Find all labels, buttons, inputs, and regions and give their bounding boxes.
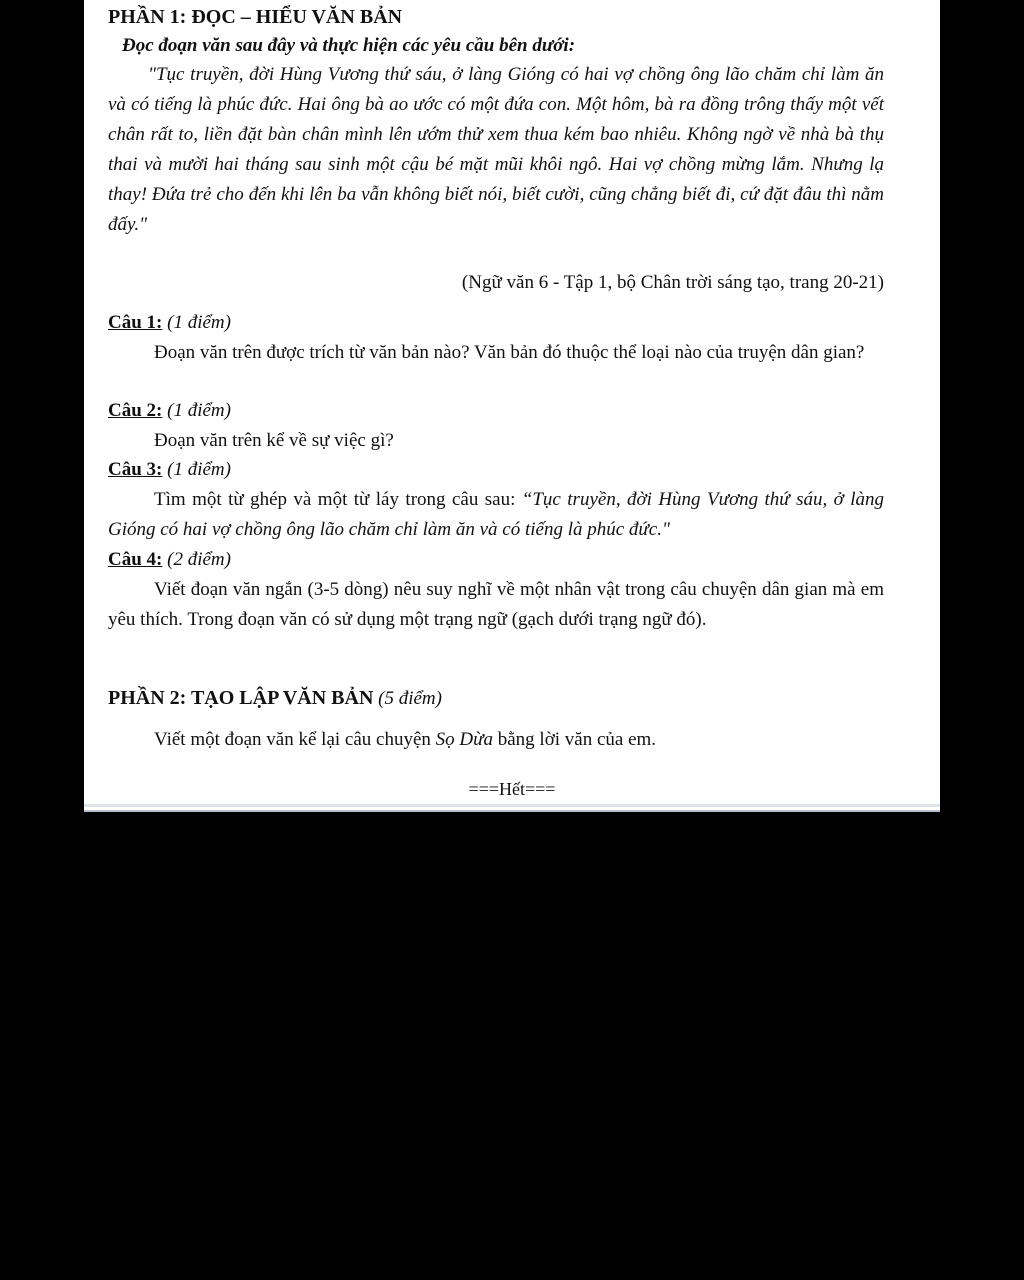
part2-task xyxy=(154,725,656,755)
part2-task-story: Sọ Dừa xyxy=(435,729,493,750)
page-shadow xyxy=(84,804,940,807)
part2-points: (5 điểm) xyxy=(378,688,442,709)
question-3-quote: “Tục truyền, đời Hùng Vương thứ sáu, ở làng Gióng có hai vợ chồng ông lão chăm chỉ làm ăn và có tiếng là phúc đức." xyxy=(108,489,884,540)
part2-title: PHẦN 2: TẠO LẬP VĂN BẢN xyxy=(108,687,374,709)
question-3-instruction: Tìm một từ ghép và một từ láy trong câu sau: xyxy=(154,489,522,510)
part2-task-before: Viết một đoạn văn kể lại câu chuyện xyxy=(154,729,436,750)
question-1-points: (1 điểm) xyxy=(167,312,231,333)
question-3-text xyxy=(108,485,884,545)
question-1-header xyxy=(108,308,231,338)
question-4-points: (2 điểm) xyxy=(167,549,231,570)
end-mark: ===Hết=== xyxy=(468,779,556,799)
question-4-header xyxy=(108,545,231,575)
question-3-points: (1 điểm) xyxy=(167,459,231,480)
question-3-header xyxy=(108,455,231,485)
reading-instruction: Đọc đoạn văn sau đây và thực hiện các yêu cầu bên dưới: xyxy=(122,35,576,56)
passage-source: (Ngữ văn 6 - Tập 1, bộ Chân trời sáng tạo, trang 20-21) xyxy=(461,272,884,293)
part2-header xyxy=(108,683,442,714)
question-2-header xyxy=(108,396,231,426)
question-1-text: Đoạn văn trên được trích từ văn bản nào? Văn bản đó thuộc thể loại nào của truyện dân gian? xyxy=(154,342,865,363)
question-2-label: Câu 2: xyxy=(108,400,163,421)
question-1-label: Câu 1: xyxy=(108,312,163,333)
question-3-label: Câu 3: xyxy=(108,459,163,480)
question-2-text: Đoạn văn trên kể về sự việc gì? xyxy=(154,430,394,451)
question-4-label: Câu 4: xyxy=(108,549,163,570)
document-page xyxy=(84,0,940,812)
part2-task-after: bằng lời văn của em. xyxy=(493,729,657,750)
question-2-points: (1 điểm) xyxy=(167,400,231,421)
part1-title: PHẦN 1: ĐỌC – HIỂU VĂN BẢN xyxy=(108,6,403,28)
question-4-text: Viết đoạn văn ngắn (3-5 dòng) nêu suy nghĩ về một nhân vật trong câu chuyện dân gian mà em yêu thích. Trong đoạn văn có sử dụng một trạng ngữ (gạch dưới trạng ngữ đó). xyxy=(108,579,884,630)
reading-passage: "Tục truyền, đời Hùng Vương thứ sáu, ở làng Gióng có hai vợ chồng ông lão chăm chỉ làm ăn và có tiếng là phúc đức. Hai ông bà ao ước có một đứa con. Một hôm, bà ra đồng trông thấy một vết chân rất to, liền đặt bàn chân mình lên ướm thử xem thua kém bao nhiêu. Không ngờ về nhà bà thụ thai và mười hai tháng sau sinh một cậu bé mặt mũi khôi ngô. Hai vợ chồng mừng lắm. Nhưng lạ thay! Đứa trẻ cho đến khi lên ba vẫn không biết nói, biết cười, cũng chẳng biết đi, cứ đặt đâu thì nằm đấy." xyxy=(108,64,884,235)
